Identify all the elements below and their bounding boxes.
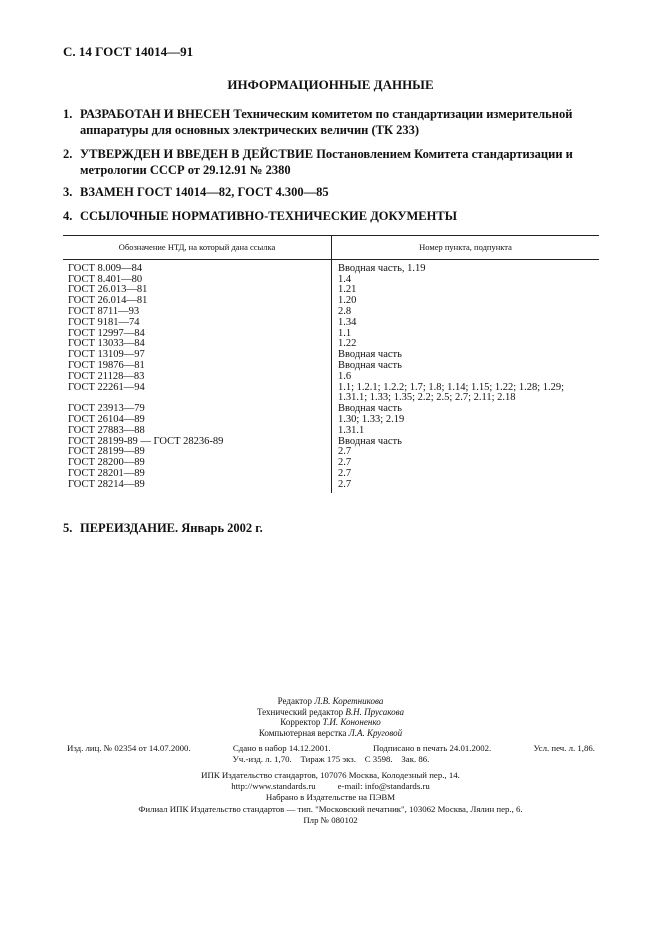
section-number: 3.	[63, 185, 73, 199]
section-lead: РАЗРАБОТАН И ВНЕСЕН	[80, 107, 231, 121]
document-designation: ГОСТ 9181—74	[63, 318, 332, 329]
section-text: ССЫЛОЧНЫЕ НОРМАТИВНО-ТЕХНИЧЕСКИЕ ДОКУМЕНТЫ	[80, 209, 457, 223]
clause-numbers: 2.7	[338, 467, 352, 479]
table-row	[63, 480, 599, 493]
section-lead: УТВЕРЖДЕН И ВВЕДЕН В ДЕЙСТВИЕ	[80, 147, 314, 161]
clause-numbers: 1.22	[338, 338, 357, 350]
document-designation: ГОСТ 13109—97	[63, 350, 332, 361]
document-designation: ГОСТ 28201—89	[63, 469, 332, 480]
imprint	[67, 743, 595, 765]
clause-numbers: Вводная часть	[338, 359, 402, 371]
credit-line	[0, 717, 661, 728]
clause-numbers: 1.6	[338, 370, 352, 382]
document-designation: ГОСТ 21128—83	[63, 372, 332, 383]
clause-numbers: 1.20	[338, 295, 357, 307]
section-number: 4.	[63, 209, 73, 223]
section-5	[63, 520, 603, 536]
credit-role: Редактор	[277, 696, 313, 706]
document-designation: ГОСТ 8.009—84	[63, 259, 332, 274]
document-designation: ГОСТ 8711—93	[63, 307, 332, 318]
credit-name: Т.И. Кононенко	[322, 717, 381, 727]
table-row	[63, 372, 599, 383]
table-row	[63, 318, 599, 329]
clause-numbers: 1.30; 1.33; 2.19	[338, 413, 405, 425]
print-sheets: Усл. печ. л. 1,86.	[533, 743, 595, 753]
section-number: 5.	[63, 521, 73, 535]
credit-line	[0, 728, 661, 739]
document-designation: ГОСТ 27883—88	[63, 426, 332, 437]
publisher-line: Филиал ИПК Издательство стандартов — тип. "Московский печатник", 103062 Москва, Лялин пер., 6.	[138, 803, 523, 814]
credit-role: Технический редактор	[256, 706, 344, 717]
clause-numbers: Вводная часть, 1.19	[338, 262, 426, 274]
section-4	[63, 208, 603, 224]
document-designation: ГОСТ 12997—84	[63, 329, 332, 340]
credit-line	[0, 696, 661, 707]
clause-numbers: 1.1	[338, 327, 352, 339]
section-text: Техническим комитетом по стандартизации измерительной аппаратуры для основных электрических величин (ТК 233)	[80, 107, 573, 137]
publisher-info	[0, 770, 661, 826]
section-2	[63, 146, 603, 178]
section-text: Постановлением Комитета стандартизации и метрологии СССР от 29.12.91 № 2380	[80, 147, 573, 177]
document-designation: ГОСТ 28199—89	[63, 447, 332, 458]
table-row	[63, 383, 599, 394]
clause-numbers: Вводная часть	[338, 403, 402, 415]
publisher-line: Набрано в Издательстве на ПЭВМ	[265, 792, 396, 803]
signed-date: Подписано в печать 24.01.2002.	[372, 743, 492, 753]
section-number: 2.	[63, 147, 73, 161]
clause-numbers: Вводная часть	[338, 435, 402, 447]
document-designation: ГОСТ 23913—79	[63, 404, 332, 415]
editorial-credits	[0, 696, 661, 738]
table-row	[63, 259, 599, 274]
reference-documents-table	[63, 235, 599, 493]
edition-info: Уч.-изд. л. 1,70. Тираж 175 экз. С 3598. Зак. 86.	[232, 754, 430, 764]
clause-numbers: 2.8	[338, 305, 352, 317]
clause-numbers: 2.7	[338, 457, 352, 469]
document-designation: ГОСТ 26.013—81	[63, 285, 332, 296]
credit-name: Л.В. Коретникова	[314, 696, 384, 706]
license-info: Изд. лиц. № 02354 от 14.07.2000.	[67, 743, 191, 753]
publisher-line: ИПК Издательство стандартов, 107076 Москва, Колодезный пер., 14.	[201, 770, 460, 780]
document-designation: ГОСТ 13033—84	[63, 339, 332, 350]
typeset-date: Сдано в набор 14.12.2001.	[232, 743, 331, 753]
document-designation: ГОСТ 28214—89	[63, 480, 332, 493]
credit-name: Л.А. Круговой	[348, 727, 403, 738]
credit-name: В.Н. Прусакова	[345, 706, 405, 717]
table-row	[63, 426, 599, 437]
document-title: ИНФОРМАЦИОННЫЕ ДАННЫЕ	[227, 77, 434, 92]
document-designation: ГОСТ 26104—89	[63, 415, 332, 426]
clause-numbers: 1.1; 1.2.1; 1.2.2; 1.7; 1.8; 1.14; 1.15; 1.22; 1.28; 1.29;	[338, 381, 565, 393]
column-header-document: Обозначение НТД, на который дана ссылка	[63, 236, 332, 260]
page-header: С. 14 ГОСТ 14014—91	[63, 44, 194, 59]
clause-numbers: Вводная часть	[338, 349, 402, 361]
document-designation: ГОСТ 19876—81	[63, 361, 332, 372]
document-designation: ГОСТ 8.401—80	[63, 275, 332, 286]
section-text: Январь 2002 г.	[181, 521, 263, 535]
credit-role: Компьютерная верстка	[258, 727, 347, 738]
section-text: ВЗАМЕН ГОСТ 14014—82, ГОСТ 4.300—85	[80, 185, 329, 199]
column-header-clause: Номер пункта, подпункта	[332, 236, 600, 260]
credit-role: Корректор	[280, 717, 321, 727]
table-body	[63, 259, 599, 492]
credit-line	[0, 707, 661, 718]
publisher-line: Плр № 080102	[303, 814, 358, 825]
clause-numbers: 1.4	[338, 273, 352, 285]
clause-numbers: 1.31.1; 1.33; 1.35; 2.2; 2.5; 2.7; 2.11; 2.18	[338, 392, 516, 404]
section-number: 1.	[63, 107, 73, 121]
clause-numbers: 2.7	[338, 478, 352, 490]
section-3	[63, 184, 603, 200]
document-designation: ГОСТ 28200—89	[63, 458, 332, 469]
clause-numbers: 1.31.1	[338, 424, 365, 436]
section-1	[63, 106, 603, 138]
document-designation: ГОСТ 22261—94	[63, 383, 332, 394]
clause-numbers: 1.21	[338, 284, 357, 296]
document-designation: ГОСТ 26.014—81	[63, 296, 332, 307]
publisher-web: http://www.standards.ru e-mail: info@standards.ru	[231, 781, 430, 792]
document-designation: ГОСТ 28199-89 — ГОСТ 28236-89	[63, 437, 332, 448]
clause-numbers: 2.7	[338, 446, 352, 458]
table-row	[63, 307, 599, 318]
table-row	[63, 296, 599, 307]
section-lead: ПЕРЕИЗДАНИЕ.	[80, 521, 179, 535]
clause-numbers: 1.34	[338, 316, 357, 328]
